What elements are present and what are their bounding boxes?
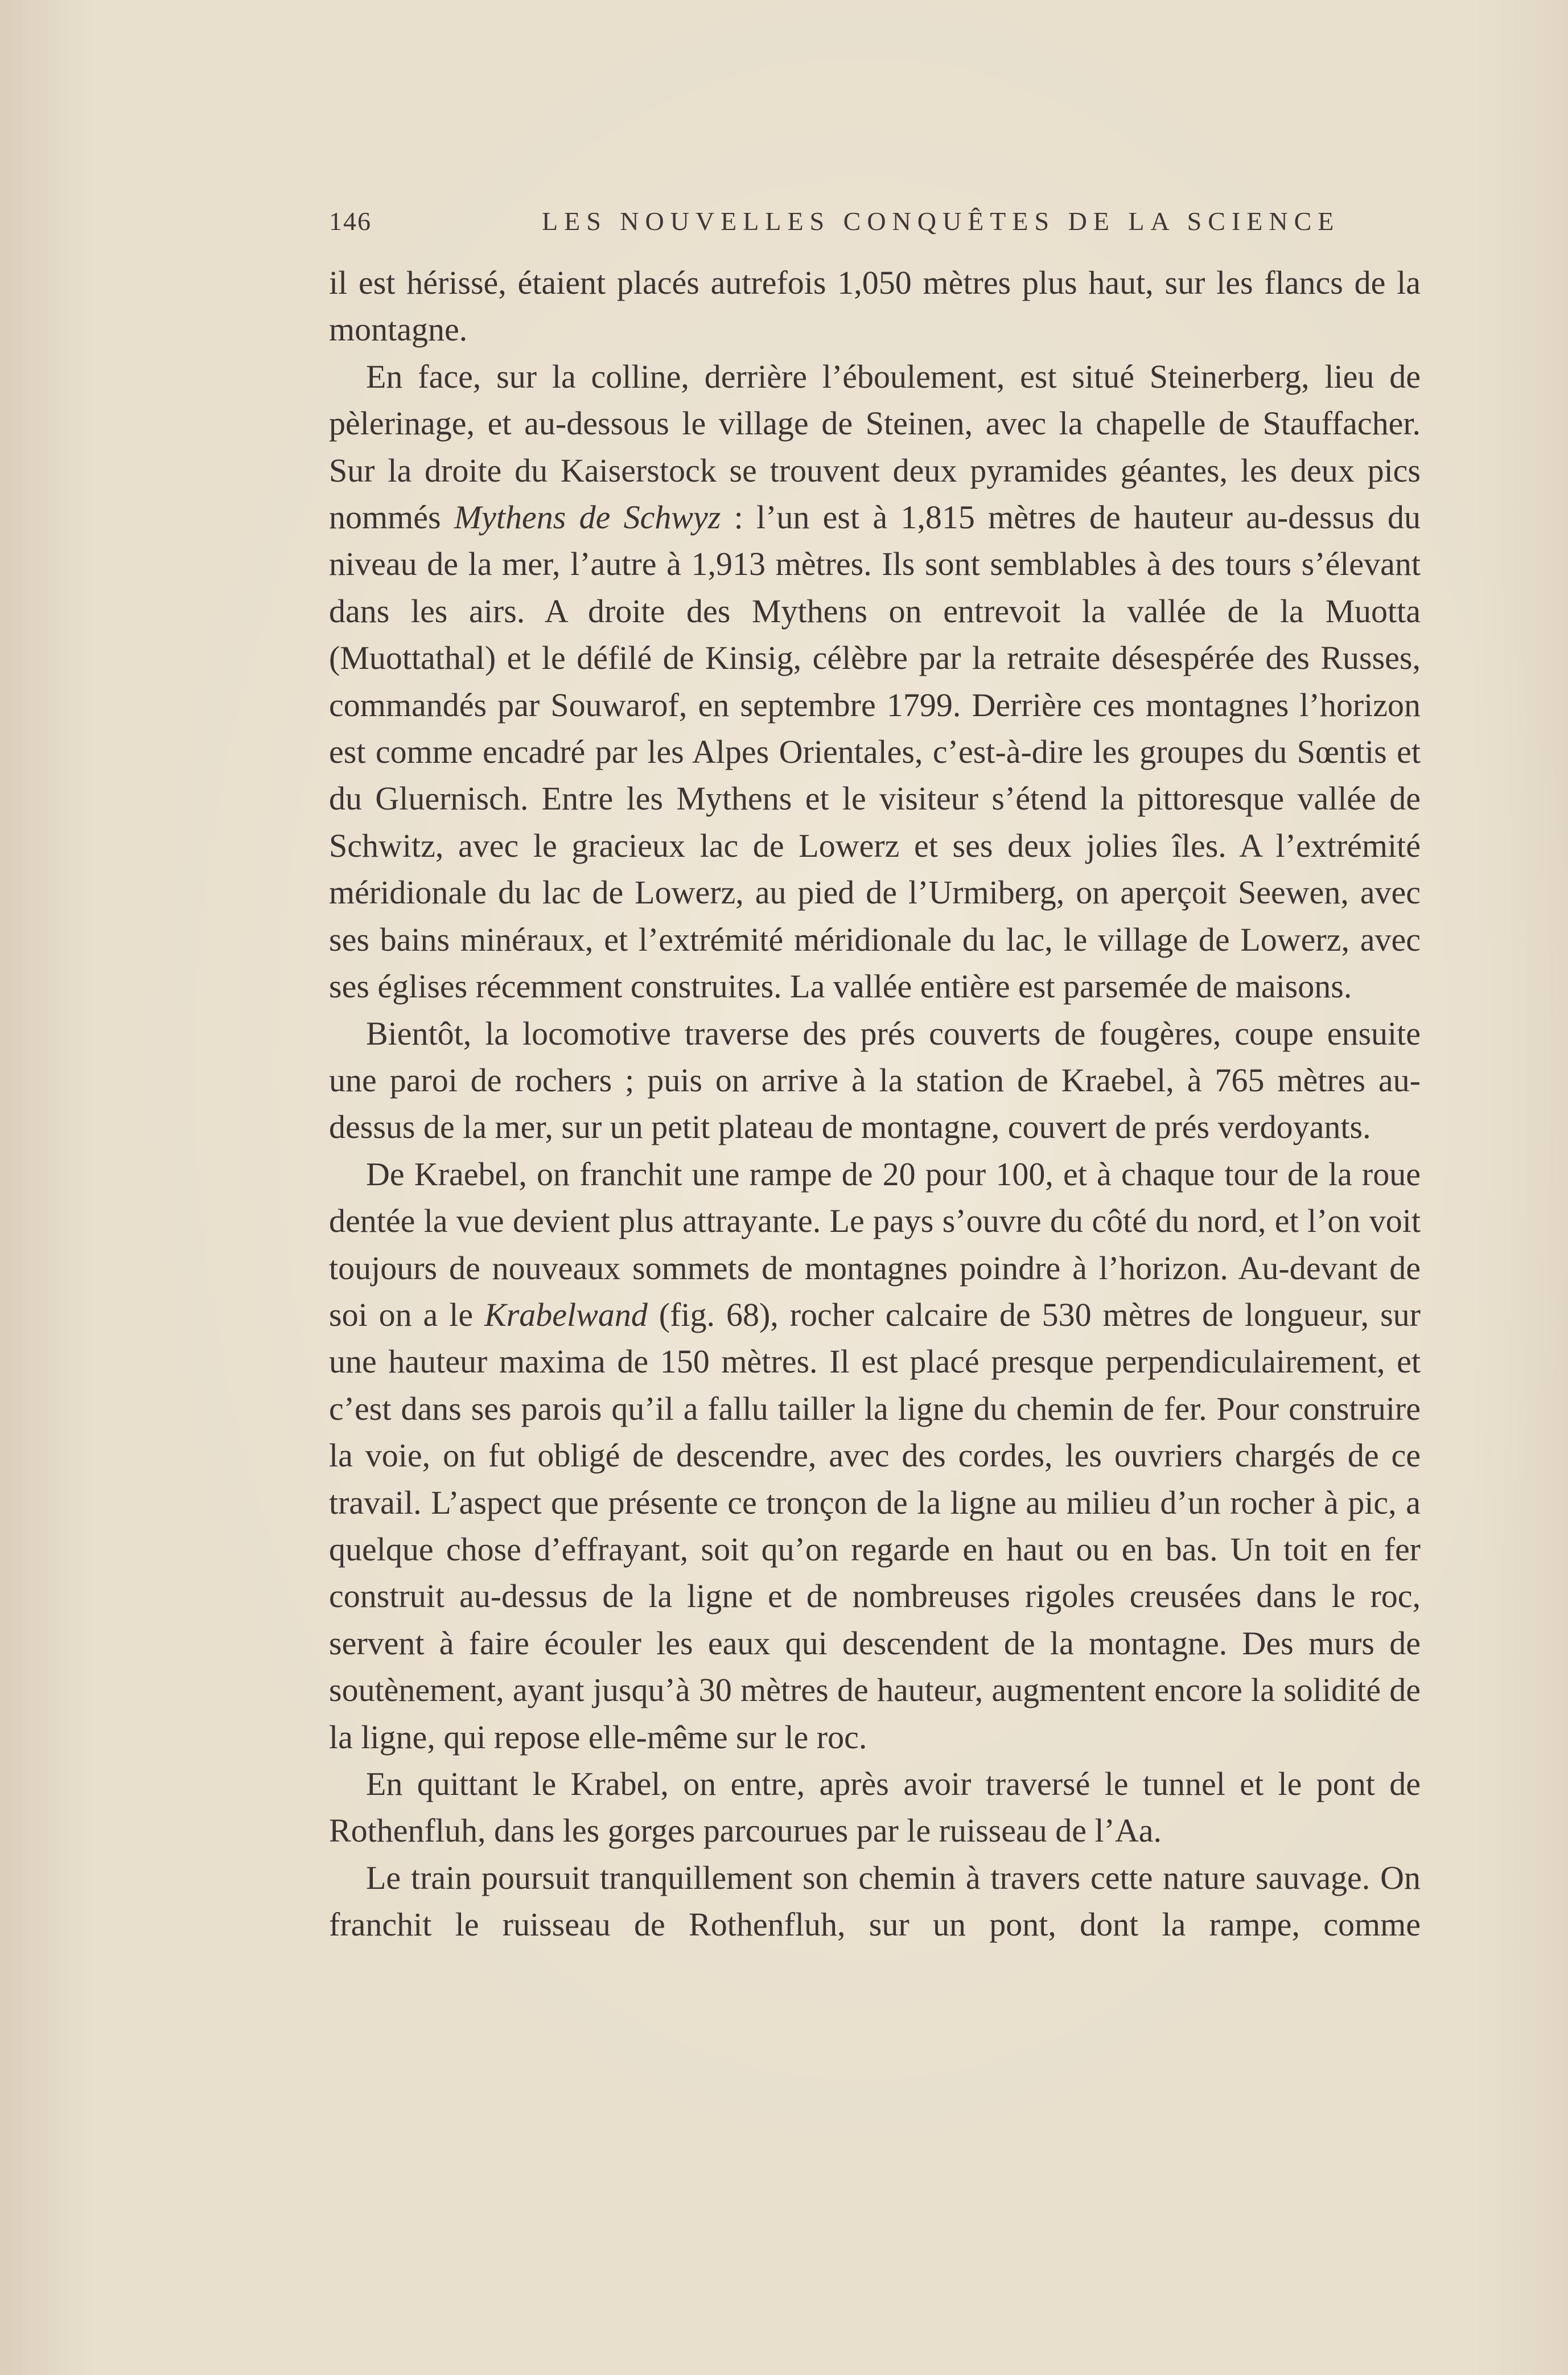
paragraph (329, 1855, 1421, 1949)
paragraph (329, 1761, 1421, 1855)
body-text (329, 260, 1421, 1949)
paragraph (329, 260, 1421, 354)
paragraph (329, 1151, 1421, 1761)
running-title: LES NOUVELLES CONQUÊTES DE LA SCIENCE (542, 207, 1340, 236)
text-run: De Kraebel, on franchit une rampe de 20 pour 100, et à chaque tour de la roue dentée la vue devient plus attrayante. Le pays s’ouvre du côté du nord, et l’on voit toujours de nouveaux sommets de montagnes poindre à l’horizon. Au-devant de soi on a le (329, 1155, 1421, 1333)
text-run: (fig. 68), rocher calcaire de 530 mètres de longueur, sur une hauteur maxima de 150 mètres. Il est placé presque perpendiculairement, et c’est dans ses parois qu’il a fallu tailler la ligne du chemin de fer. Pour construire la voie, on fut obligé de descendre, avec des cordes, les ouvriers chargés de ce travail. L’aspect que présente ce tronçon de la ligne au milieu d’un rocher à pic, a quelque chose d’effrayant, soit qu’on regarde en haut ou en bas. Un toit en fer construit au-dessus de la ligne et de nombreuses rigoles creusées dans le roc, servent à faire écouler les eaux qui descendent de la montagne. Des murs de soutènement, ayant jusqu’à 30 mètres de hauteur, augmentent encore la solidité de la ligne, qui repose elle-même sur le roc. (329, 1296, 1421, 1756)
page-header (329, 206, 1421, 246)
text-run: : l’un est à 1,815 mètres de hauteur au-dessus du niveau de la mer, l’autre à 1,913 mètres. Ils sont semblables à des tours s’élevant dans les airs. A droite des Mythens on entrevoit la vallée de la Muotta (Muottathal) et le défilé de Kinsig, célèbre par la retraite désespérée des Russes, commandés par Souwarof, en septembre 1799. Derrière ces montagnes l’horizon est comme encadré par les Alpes Orientales, c’est-à-dire les groupes du Sœntis et du Gluernisch. Entre les Mythens et le visiteur s’étend la pittoresque vallée de Schwitz, avec le gracieux lac de Lowerz et ses deux jolies îles. A l’extrémité méridionale du lac de Lowerz, au pied de l’Urmiberg, on aperçoit Seewen, avec ses bains minéraux, et l’extrémité méridionale du lac, le village de Lowerz, avec ses églises récemment construites. La vallée entière est parsemée de maisons. (329, 499, 1421, 1005)
paragraph (329, 1010, 1421, 1151)
text-run: Bientôt, la locomotive traverse des prés couverts de fougères, coupe ensuite une paroi de rochers ; puis on arrive à la station de Kraebel, à 765 mètres au-dessus de la mer, sur un petit plateau de montagne, couvert de prés verdoyants. (329, 1014, 1421, 1146)
italic-text-run: Krabelwand (484, 1296, 648, 1333)
text-run: il est hérissé, étaient placés autrefois 1,050 mètres plus haut, sur les flancs de la montagne. (329, 264, 1421, 348)
text-run: En face, sur la colline, derrière l’éboulement, est situé Steinerberg, lieu de pèlerinage, et au-dessous le village de Steinen, avec la chapelle de Stauffacher. Sur la droite du Kaiserstock se trouvent deux pyramides géantes, les deux pics nommés (329, 358, 1421, 536)
text-run: En quittant le Krabel, on entre, après avoir traversé le tunnel et le pont de Rothenfluh, dans les gorges parcourues par le ruisseau de l’Aa. (329, 1765, 1421, 1850)
page-number: 146 (329, 207, 372, 236)
paragraph (329, 354, 1421, 1010)
italic-text-run: Mythens de Schwyz (454, 499, 721, 536)
text-run: Le train poursuit tranquillement son chemin à travers cette nature sauvage. On franchit le ruisseau de Rothenfluh, sur un pont, dont la rampe, comme (329, 1859, 1421, 1943)
